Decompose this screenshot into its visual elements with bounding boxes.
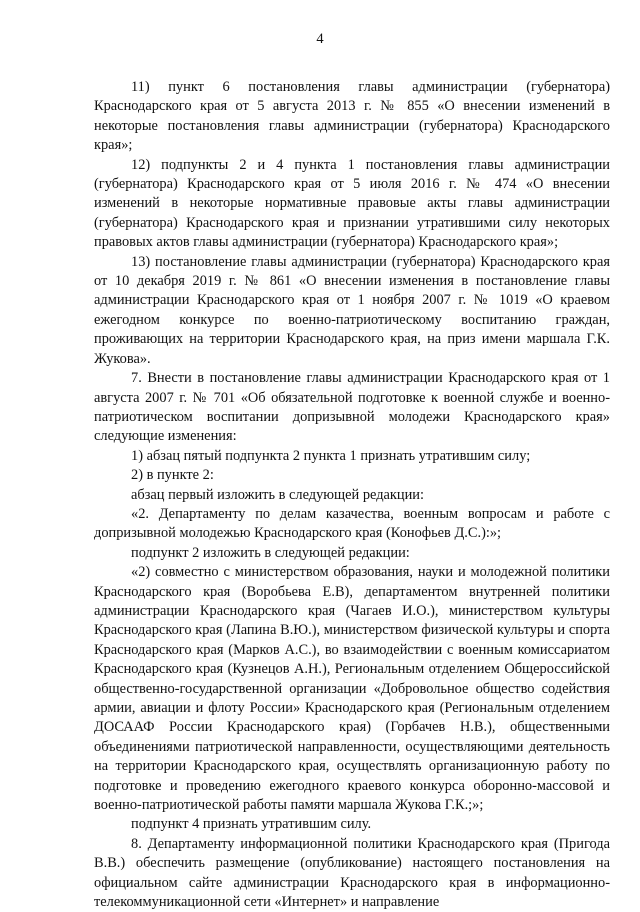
- paragraph-subitem-2: 2) в пункте 2:: [131, 467, 214, 484]
- paragraph-first-abzac: абзац первый изложить в следующей редакции:: [131, 486, 425, 503]
- paragraph-subitem-1: 1) абзац пятый подпункта 2 пункта 1 признать утратившим силу;: [131, 447, 531, 464]
- paragraph-quote-subpoint-2: «2) совместно с министерством образования, науки и молодежной политики Краснодарского края (Воробьева Е.В), департаментом внутренней политики администрации Краснодарского края (Чагаев И.О.), министерством культуры Краснодарского края (Лапина В.Ю.), министерством физической культуры и спорта Краснодарского края (Марков А.С.), во взаимодействии с военным комиссариатом Краснодарского края (Кузнецов А.Н.), Региональным отделением Общероссийской общественно-государственной организации «Добровольное общество содействия армии, авиации и флоту России» Краснодарского края (Региональным отделением ДОСААФ России Краснодарского края) (Горбачев Н.В.), общественными объединениями патриотической направленности, осуществляющими деятельность на территории Краснодарского края, осуществлять организационную работу по подготовке и проведению ежегодного краевого конкурса оборонно-массовой и военно-патриотической работы памяти маршала Жукова Г.К.;»;: [94, 564, 610, 814]
- paragraph-item-13: 13) постановление главы администрации (губернатора) Краснодарского края от 10 декабря 2019 г. № 861 «О внесении изменения в постановление главы администрации Краснодарского края от 1 ноября 2007 г. № 1019 «О краевом ежегодном конкурсе по военно-патриотическому воспитанию граждан, проживающих на территории Краснодарского края, на приз имени маршала Г.К. Жукова».: [94, 253, 610, 367]
- paragraph-subpoint-4: подпункт 4 признать утратившим силу.: [131, 816, 372, 833]
- document-body: [94, 78, 610, 912]
- paragraph-item-12: 12) подпункты 2 и 4 пункта 1 постановления главы администрации (губернатора) Краснодарского края от 5 июля 2016 г. № 474 «О внесении изменений в некоторые нормативные правовые акты главы администрации (губернатора) Краснодарского края и признании утратившими силу некоторых правовых актов главы администрации (губернатора) Краснодарского края»;: [94, 156, 610, 251]
- paragraph-subpoint-2-intro: подпункт 2 изложить в следующей редакции:: [131, 544, 410, 561]
- paragraph-section-7: 7. Внести в постановление главы администрации Краснодарского края от 1 августа 2007 г. № 701 «Об обязательной подготовке к военной службе и военно-патриотическом воспитании допризывной молодежи Краснодарского края» следующие изменения:: [94, 370, 610, 445]
- paragraph-quote-2: «2. Департаменту по делам казачества, военным вопросам и работе с допризывной молодежью Краснодарского края (Конофьев Д.С.):»;: [94, 505, 610, 542]
- page-number: 4: [316, 31, 324, 47]
- paragraph-section-8: 8. Департаменту информационной политики Краснодарского края (Пригода В.В.) обеспечить размещение (опубликование) настоящего постановления на официальном сайте администрации Краснодарского края в информационно-телекоммуникационной сети «Интернет» и направление: [94, 835, 610, 911]
- paragraph-item-11: 11) пункт 6 постановления главы администрации (губернатора) Краснодарского края от 5 августа 2013 г. № 855 «О внесении изменений в некоторые постановления главы администрации (губернатора) Краснодарского края»;: [94, 79, 610, 154]
